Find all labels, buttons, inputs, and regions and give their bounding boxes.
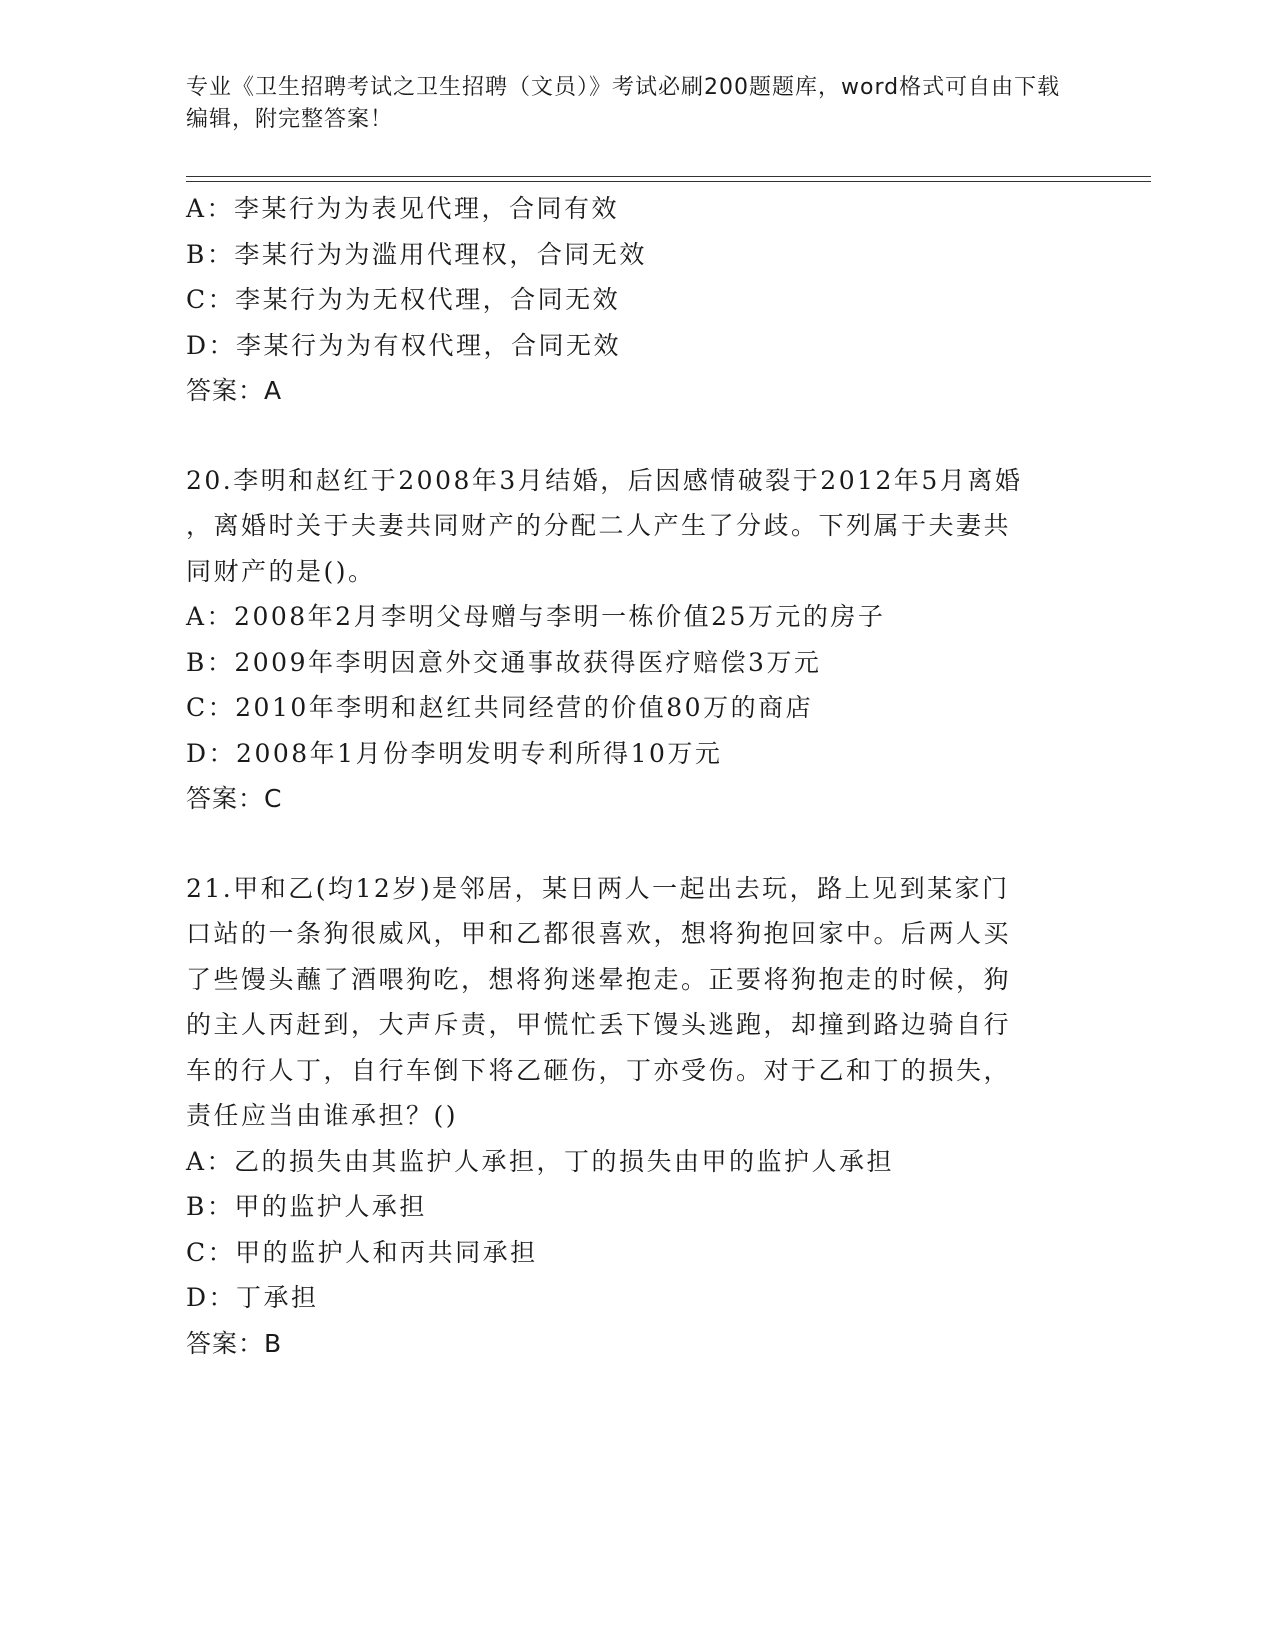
header-text: 专业《卫生招聘考试之卫生招聘（文员）》考试必刷200题题库，word格式可自由下载编辑，附完整答案！	[186, 75, 1061, 132]
block-spacer	[186, 414, 1066, 458]
question-21-text-line: 了些馒头蘸了酒喂狗吃，想将狗迷晕抱走。正要将狗抱走的时候，狗	[186, 964, 1012, 994]
block-spacer	[186, 822, 1066, 866]
question-19-option-b: B：李某行为为滥用代理权，合同无效	[186, 239, 647, 269]
question-21-option-a: A：乙的损失由其监护人承担，丁的损失由甲的监护人承担	[186, 1146, 895, 1176]
question-20-option-d: D：2008年1月份李明发明专利所得10万元	[186, 738, 723, 768]
question-20-option-b: B：2009年李明因意外交通事故获得医疗赔偿3万元	[186, 647, 822, 677]
question-19-option-c: C：李某行为为无权代理，合同无效	[186, 285, 621, 314]
document-header	[186, 72, 1066, 136]
question-20-block	[186, 458, 1066, 822]
question-20-text-line: 同财产的是()。	[186, 556, 376, 586]
question-19-option-a: A：李某行为为表见代理，合同有效	[186, 194, 620, 223]
question-19-option-d: D：李某行为为有权代理，合同无效	[186, 330, 622, 360]
question-21-text-line: 责任应当由谁承担？()	[186, 1101, 459, 1130]
question-20-answer: 答案：C	[186, 784, 283, 813]
document-body	[186, 186, 1066, 1366]
question-21-option-c: C：甲的监护人和丙共同承担	[186, 1237, 538, 1267]
question-20-option-c: C：2010年李明和赵红共同经营的价值80万的商店	[186, 693, 814, 722]
question-20-text-line: ，离婚时关于夫妻共同财产的分配二人产生了分歧。下列属于夫妻共	[186, 511, 1012, 540]
question-21-option-b: B：甲的监护人承担	[186, 1192, 427, 1221]
question-19-answer: 答案：A	[186, 376, 283, 405]
question-20-text-line: 20.李明和赵红于2008年3月结婚，后因感情破裂于2012年5月离婚	[186, 465, 1023, 495]
header-divider	[186, 176, 1151, 182]
question-21-text-line: 车的行人丁，自行车倒下将乙砸伤，丁亦受伤。对于乙和丁的损失，	[186, 1055, 1012, 1085]
question-21-text-line: 21.甲和乙(均12岁)是邻居，某日两人一起出去玩，路上见到某家门	[186, 873, 1010, 903]
question-21-answer: 答案：B	[186, 1328, 283, 1358]
question-21-text-line: 的主人丙赶到，大声斥责，甲慌忙丢下馒头逃跑，却撞到路边骑自行	[186, 1010, 1012, 1039]
question-21-block	[186, 866, 1066, 1367]
question-21-option-d: D：丁承担	[186, 1283, 319, 1312]
question-20-option-a: A：2008年2月李明父母赠与李明一栋价值25万元的房子	[186, 602, 886, 631]
question-21-text-line: 口站的一条狗很威风，甲和乙都很喜欢，想将狗抱回家中。后两人买	[186, 919, 1012, 948]
question-19-block	[186, 186, 1066, 414]
